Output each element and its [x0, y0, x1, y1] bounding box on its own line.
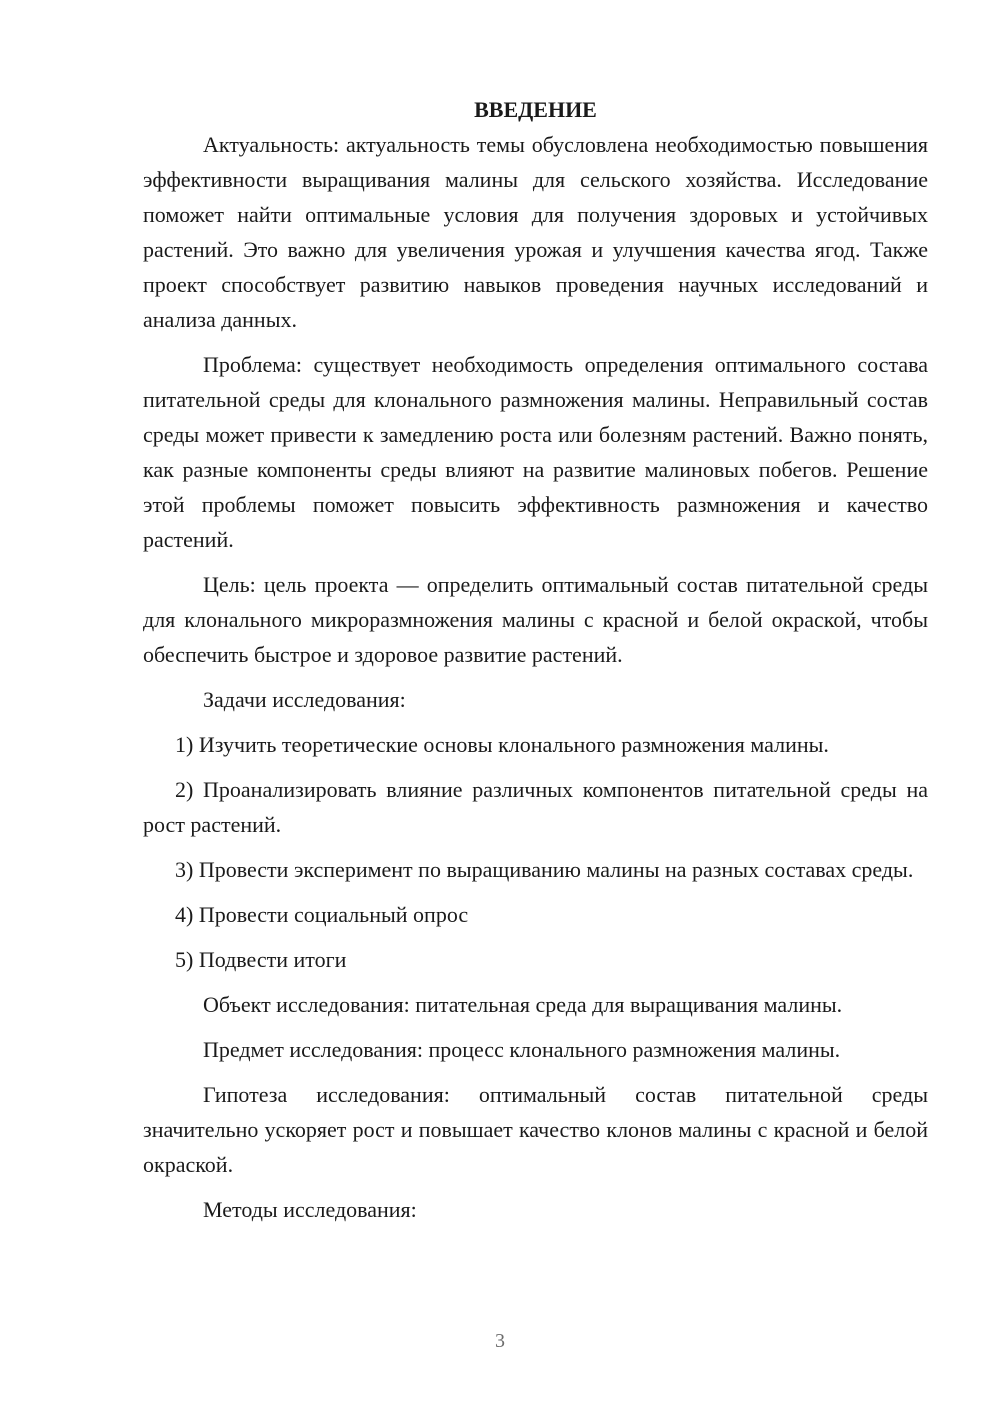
paragraph-methods: Методы исследования:: [203, 1197, 417, 1222]
paragraph-hypothesis: Гипотеза исследования: оптимальный состав питательной среды значительно ускоряет рост и повышает качество клонов малины с красной и белой окраской.: [143, 1082, 928, 1177]
paragraph-goal: Цель: цель проекта — определить оптимальный состав питательной среды для клонального микроразмножения малины с красной и белой окраской, чтобы обеспечить быстрое и здоровое развитие растений.: [143, 572, 928, 667]
task-item-2: 2) Проанализировать влияние различных компонентов питательной среды на рост растений.: [143, 777, 928, 837]
paragraph-subject: Предмет исследования: процесс клонального размножения малины.: [203, 1037, 841, 1062]
paragraph-object: Объект исследования: питательная среда для выращивания малины.: [203, 992, 843, 1017]
paragraph-problem: Проблема: существует необходимость определения оптимального состава питательной среды для клонального размножения малины. Неправильный состав среды может привести к замедлению роста или болезням растений. Важно понять, как разные компоненты среды влияют на развитие малиновых побегов. Решение этой проблемы поможет повысить эффективность размножения и качество растений.: [143, 352, 928, 552]
document-body: [143, 92, 928, 1227]
section-title: ВВЕДЕНИЕ: [474, 97, 597, 122]
paragraph-relevance: Актуальность: актуальность темы обусловлена необходимостью повышения эффективности выращивания малины для сельского хозяйства. Исследование поможет найти оптимальные условия для получения здоровых и устойчивых растений. Это важно для увеличения урожая и улучшения качества ягод. Также проект способствует развитию навыков проведения научных исследований и анализа данных.: [143, 132, 928, 332]
task-item-5: 5) Подвести итоги: [175, 947, 347, 972]
task-item-3: 3) Провести эксперимент по выращиванию малины на разных составах среды.: [175, 857, 914, 882]
task-item-1: 1) Изучить теоретические основы клонального размножения малины.: [175, 732, 829, 757]
page-number: 3: [495, 1330, 505, 1352]
paragraph-tasks-heading: Задачи исследования:: [203, 687, 406, 712]
task-item-4: 4) Провести социальный опрос: [175, 902, 469, 927]
